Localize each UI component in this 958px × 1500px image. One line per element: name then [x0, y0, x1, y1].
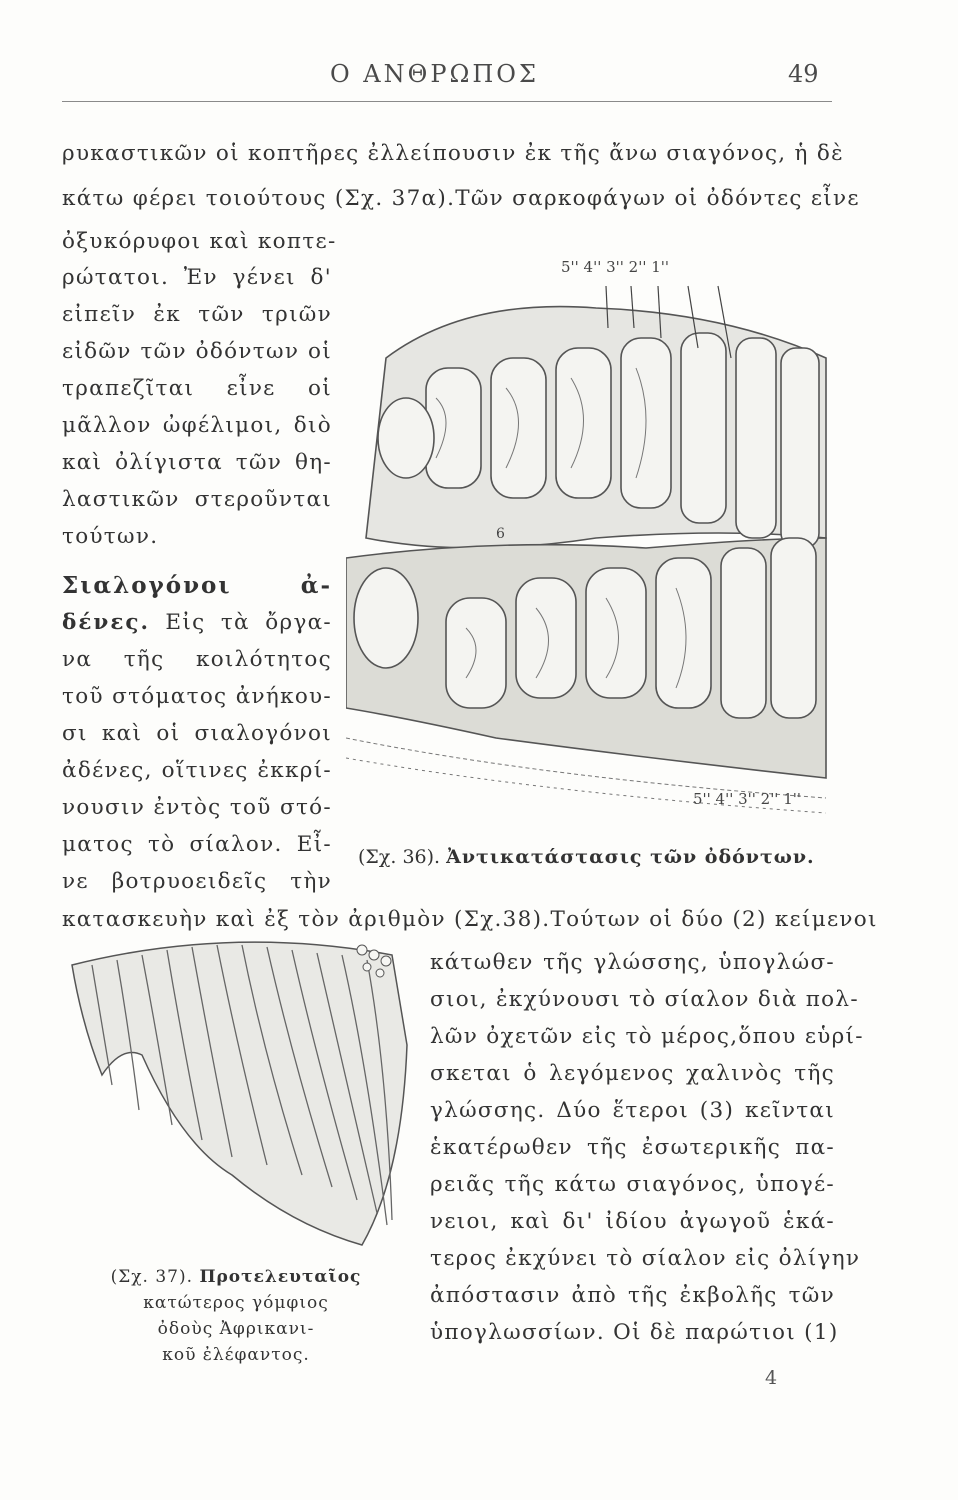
page-number: 49	[788, 60, 819, 88]
text-line: τραπεζῖται εἶνε οἱ	[62, 376, 332, 401]
text-line: ἑκατέρωθεν τῆς ἐσωτερικῆς πα-	[430, 1135, 835, 1160]
text-line: σκεται ὁ λεγόμενος χαλινὸς τῆς	[430, 1061, 835, 1086]
section-heading-cont: δένες.	[62, 610, 150, 635]
text-line: ὀξυκόρυφοι καὶ κοπτε-	[62, 229, 337, 254]
signature-mark: 4	[765, 1367, 778, 1389]
figure-37-caption-title: Προτελευταῖος	[199, 1267, 362, 1287]
text-line: ἀπόστασιν ἀπὸ τῆς ἐκβολῆς τῶν	[430, 1283, 835, 1308]
running-header-title: Ο ΑΝΘΡΩΠΟΣ	[330, 60, 539, 88]
text-line: κατασκευὴν καὶ ἐξ τὸν ἀριθμὸν (Σχ.38).Τούτων οἱ δύο (2) κείμενοι	[62, 907, 878, 932]
text-line: ματος τὸ σίαλον. Εἶ-	[62, 832, 332, 857]
figure-36-label-6: 6	[496, 526, 505, 542]
text-line: κάτω φέρει τοιούτους (Σχ. 37α).Τῶν σαρκοφάγων οἱ ὀδόντες εἶνε	[62, 186, 860, 211]
text-line: να τῆς κοιλότητος	[62, 647, 332, 672]
text-line: τοῦ στόματος ἀνήκου-	[62, 684, 332, 709]
figure-36-top-labels: 5'' 4'' 3'' 2'' 1''	[561, 258, 670, 276]
text-line: καὶ ὀλίγιστα τῶν θη-	[62, 450, 332, 475]
figure-37-caption-line4: κοῦ ἐλέφαντος.	[162, 1345, 310, 1365]
text-line: τερος ἐκχύνει τὸ σίαλον εἰς ὀλίγην	[430, 1246, 861, 1271]
header-rule	[62, 101, 832, 102]
section-heading: Σιαλογόνοι ἀ-	[62, 572, 332, 599]
figure-36-caption-title: Ἀντικατάστασις τῶν ὀδόντων.	[446, 846, 815, 868]
text-line: κάτωθεν τῆς γλώσσης, ὑπογλώσ-	[430, 950, 835, 975]
text-line: εἰπεῖν ἐκ τῶν τριῶν	[62, 302, 332, 327]
text-line: εἰδῶν τῶν ὀδόντων οἱ	[62, 339, 332, 364]
text-line: ρώτατοι. Ἐν γένει δ'	[62, 265, 332, 290]
text-line: νουσιν ἐντὸς τοῦ στό-	[62, 795, 332, 820]
text-line: ὑπογλωσσίων. Οἱ δὲ παρώτιοι (1)	[430, 1320, 839, 1345]
text-line: ρειᾶς τῆς κάτω σιαγόνος, ὑπογέ-	[430, 1172, 835, 1197]
figure-37-caption-prefix: (Σχ. 37).	[110, 1267, 194, 1287]
text-line: λῶν ὀχετῶν εἰς τὸ μέρος,ὅπου εὑρί-	[430, 1024, 864, 1049]
text-line: σι καὶ οἱ σιαλογόνοι	[62, 721, 332, 746]
text-line: νε βοτρυοειδεῖς τὴν	[62, 869, 332, 894]
text-line: τούτων.	[62, 524, 159, 549]
text-line: γλώσσης. Δύο ἕτεροι (3) κεῖνται	[430, 1098, 835, 1123]
figure-36-caption	[358, 846, 815, 868]
text-line: λαστικῶν στεροῦνται	[62, 487, 332, 512]
figure-37-elephant-molar	[62, 925, 410, 1255]
text-line: σιοι, ἐκχύνουσι τὸ σίαλον διὰ πολ-	[430, 987, 859, 1012]
text-span: Εἰς τὰ ὄργα-	[149, 610, 332, 635]
text-line: νειοι, καὶ δι' ἰδίου ἀγωγοῦ ἑκά-	[430, 1209, 835, 1234]
figure-37-caption-line2: κατώτερος γόμφιος	[143, 1293, 329, 1313]
figure-36-teeth-replacement	[346, 238, 832, 814]
text-line	[62, 610, 332, 635]
text-line: ἀδένες, οἵτινες ἐκκρί-	[62, 758, 332, 783]
figure-37-caption-line1	[62, 1267, 410, 1287]
text-line: μᾶλλον ὠφέλιμοι, διὸ	[62, 413, 332, 438]
figure-37-caption-line3: ὀδοὺς Ἀφρικανι-	[157, 1319, 315, 1339]
text-line: ρυκαστικῶν οἱ κοπτῆρες ἐλλείπουσιν ἐκ τῆς ἄνω σιαγόνος, ἡ δὲ	[62, 141, 844, 166]
figure-36-caption-prefix: (Σχ. 36).	[358, 846, 441, 868]
figure-36-bottom-labels: 5'' 4'' 3'' 2'' 1''	[692, 790, 801, 808]
